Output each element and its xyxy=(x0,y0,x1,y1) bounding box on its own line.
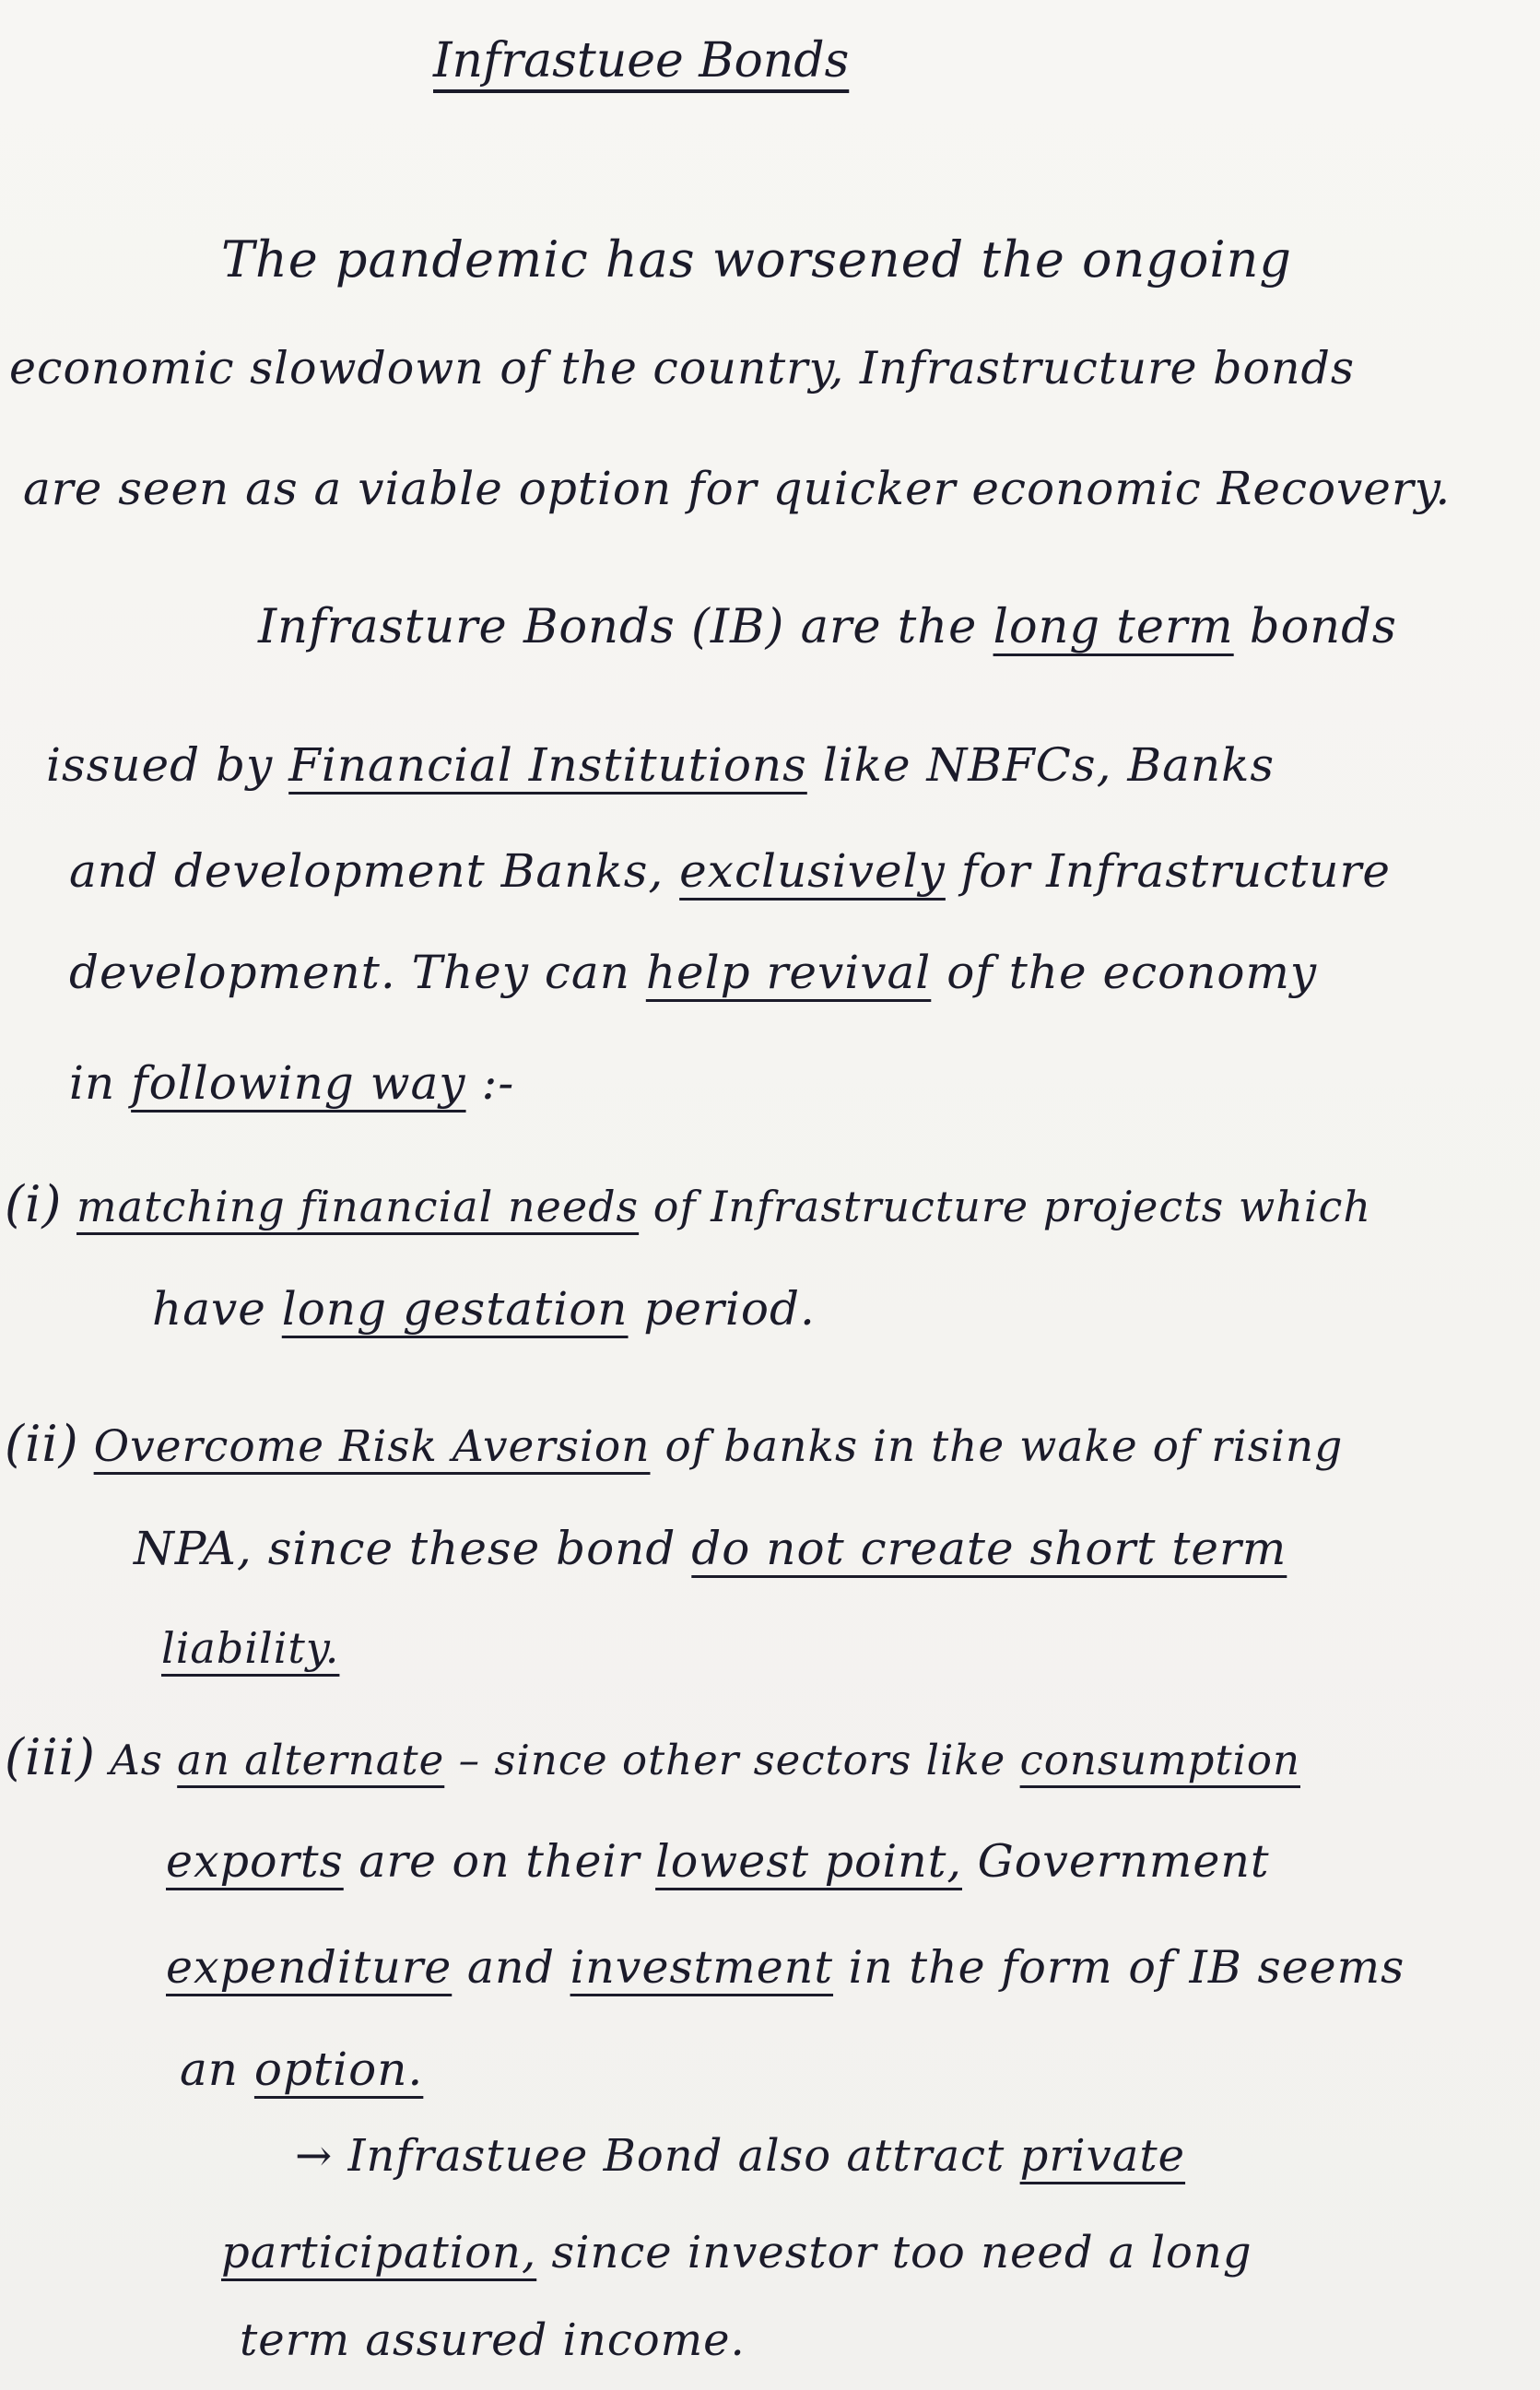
para2-line4: development. They can help revival of the economy xyxy=(69,946,1318,999)
para1-line1: The pandemic has worsened the ongoing xyxy=(221,230,1292,288)
point-1-line2: have long gestation period. xyxy=(152,1282,816,1336)
point-1-line1: (i) matching financial needs of Infrastructure projects which xyxy=(5,1175,1371,1233)
closing-line2: participation, since investor too need a long xyxy=(221,2227,1252,2278)
para2-line1: Infrasture Bonds (IB) are the long term bonds xyxy=(258,600,1397,654)
point-2-line2: NPA, since these bond do not create short term xyxy=(134,1522,1287,1575)
para1-line3: are seen as a viable option for quicker economic Recovery. xyxy=(23,462,1452,515)
para2-line2: issued by Financial Institutions like NBFCs, Banks xyxy=(46,738,1275,792)
closing-line1: → Infrastuee Bond also attract private xyxy=(295,2130,1186,2182)
point-3-line2: exports are on their lowest point, Government xyxy=(166,1835,1270,1888)
para2-line5: in following way :- xyxy=(69,1056,515,1110)
para1-line2: economic slowdown of the country, Infrastructure bonds xyxy=(9,342,1356,394)
page-title: Infrastuee Bonds xyxy=(433,33,850,88)
para2-line3: and development Banks, exclusively for Infrastructure xyxy=(69,844,1391,898)
point-2-line1: (ii) Overcome Risk Aversion of banks in the wake of rising xyxy=(5,1415,1344,1473)
point-3-line1: (iii) As an alternate – since other sectors like consumption xyxy=(5,1728,1300,1786)
point-3-line4: an option. xyxy=(180,2043,424,2096)
point-2-line3: liability. xyxy=(161,1623,340,1673)
closing-line3: term assured income. xyxy=(240,2314,746,2366)
point-3-line3: expenditure and investment in the form of IB seems xyxy=(166,1941,1405,1994)
